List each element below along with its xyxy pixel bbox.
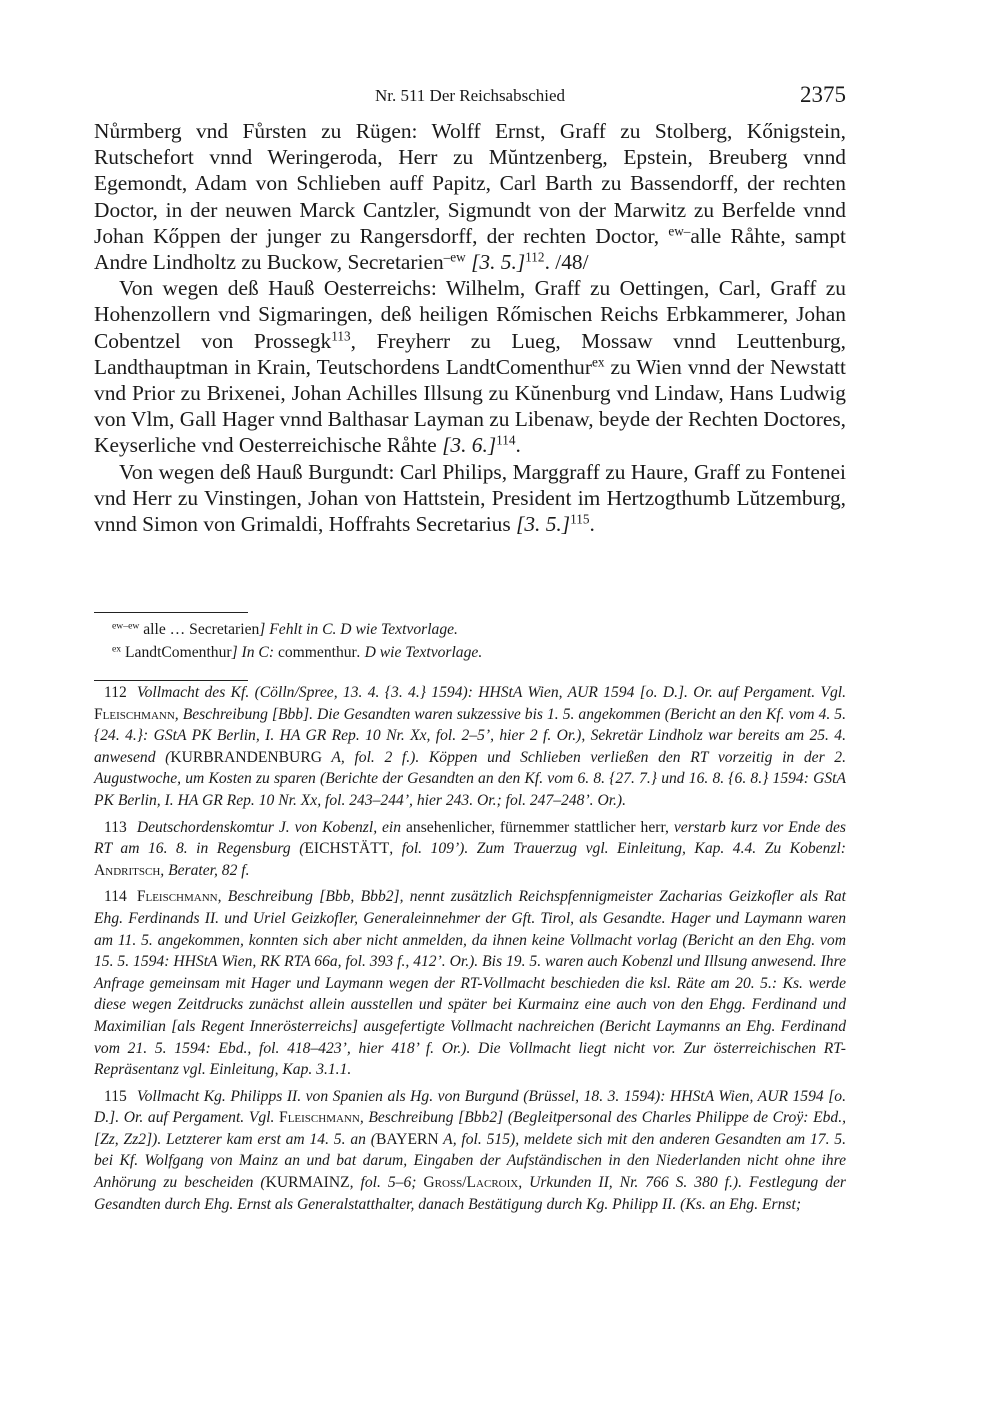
footnote-ref-112[interactable]: 112	[525, 249, 545, 265]
footnote-112	[94, 682, 846, 812]
footnote-ref-114[interactable]: 114	[496, 433, 516, 449]
apparatus-mark: –ew	[443, 249, 466, 265]
source-siglum: BAYERN	[375, 1130, 439, 1148]
paragraph-brandenburg	[94, 118, 846, 275]
footnote-text: , Beschreibung [Bbb, Bbb2], nennt zusätzlich Reichspfennigmeister Zacharias Geizkofler als Rat Ehg. Ferdinands II. und Uriel Geizkofler, Generaleinnehmer der Gft. Tirol, als Gesandte. Hager und Laymann waren am 11. 5. angekommen, konnten sich aber nicht anmelden, da ihnen keine Vollmacht vorlag (Bericht an den Ehg. vom 15. 5. 1594: HHStA Wien, RK RTA 66a, fol. 393 f., 412’. Or.). Bis 19. 5. waren auch Kobenzl und Illsung anwesend. Ihre Anfrage gemeinsam mit Hager und Laymann wegen der RT-Vollmacht beschieden die ksl. Räte am 20. 5.: Ks. werde diese wegen Zeitdrucks zunächst allein ausstellen und später bei Kurmainz eine auch von den Ehgg. Ferdinand und Maximilian [als Regent Innerösterreichs] ausgefertigte Vollmacht nachreichen (Bericht Laymanns an Ehg. Ferdinand vom 21. 5. 1594: Ebd., fol. 418–423’, hier 418’ f. Or.). Die Vollmacht liegt nicht vor. Zur österreichischen RT-Repräsentanz vgl. Einleitung, Kap. 3.1.1.	[94, 888, 846, 1079]
footnote-text: Vollmacht des Kf. (Cölln/Spree, 13. 4. {3. 4.} 1594): HHStA Wien, AUR 1594 [o. D.]. Or. auf Pergament. Vgl.	[136, 684, 846, 701]
paragraph-text: Nůrmberg vnd Fůrsten zu Rügen: Wolff Ernst, Graff zu Stolberg, Kőnigstein, Rutschefort vnnd Weringeroda, Herr zu Mŭntzenberg, Epstein, Breuberg vnnd Egemondt, Adam von Schlieben auff Papitz, Carl Barth zu Bassendorff, der rechten Doctor, in der neuwen Marck Cantzler, Sigmundt von der Marwitz zu Berfelde vnnd Johan Kőppen der junger zu Rangersdorff, der rechten Doctor,	[94, 119, 846, 248]
apparatus-lemma: LandtComenthur	[125, 644, 232, 661]
apparatus-note: ] Fehlt in C. D wie Textvorlage.	[259, 621, 458, 638]
main-text	[94, 118, 846, 537]
apparatus-mark: ew–	[668, 223, 691, 239]
footnote-divider	[94, 680, 248, 681]
paragraph-text: .	[589, 512, 595, 537]
apparatus-mark: ex	[592, 354, 605, 370]
footnote-text: , fol. 109’). Zum Trauerzug vgl. Einleitung, Kap. 4.4. Zu Kobenzl:	[389, 840, 846, 858]
reference: [3. 6.]	[442, 433, 497, 458]
footnote-text: verstarb kurz vor Ende des RT am 16. 8. in Regensburg (	[94, 818, 847, 858]
page-header	[94, 82, 846, 112]
author-name: Fleischmann	[94, 705, 175, 723]
footnote-text: , Berater, 82 f.	[160, 861, 250, 879]
paragraph-oesterreich	[94, 275, 846, 458]
apparatus-mark: ew–ew	[112, 620, 140, 632]
apparatus-lemma: alle … Secretarien	[143, 621, 260, 638]
footnote-115	[94, 1086, 846, 1216]
paragraph-text: alle Råhte, sampt Andre Lindholtz zu Buckow, Secretarien	[94, 223, 846, 275]
page-number: 2375	[800, 82, 846, 107]
footnote-text: Deutschordenskomtur J. von Kobenzl, ein	[136, 818, 406, 836]
footnote-text: , Beschreibung [Bbb]. Die Gesandten waren sukzessive bis 1. 5. angekommen (Bericht an den Kf. vom 4. 5. {24. 4.}: GStA PK Berlin, I. HA GR Rep. 10 Nr. Xx, fol. 2–5’, hier 2 f. Or.), Sekretär Lindholz war bereits am 25. 4. anwesend (	[94, 705, 846, 766]
footnote-number: 115	[104, 1087, 127, 1105]
source-siglum: EICHSTÄTT	[304, 840, 390, 858]
footnote-number: 112	[104, 684, 127, 701]
paragraph-text: , Freyherr zu Lueg, Mossaw vnnd Leuttenburg, Landthauptman in Krain, Teutschordens LandtComenthur	[94, 328, 846, 379]
author-name: Gross/Lacroix	[423, 1174, 519, 1192]
apparatus-divider	[94, 612, 248, 613]
apparatus-entry-ew	[112, 618, 846, 641]
footnote-ref-113[interactable]: 113	[331, 328, 351, 344]
quoted-source-text: ansehenlicher, fürnemmer stattlicher herr,	[406, 818, 669, 836]
apparatus-entry-ex	[112, 641, 846, 664]
footnote-114	[94, 886, 846, 1080]
source-siglum: KURMAINZ	[265, 1174, 350, 1192]
source-siglum: KURBRANDENBURG	[170, 748, 322, 766]
paragraph-text: zu Wien vnnd der Newstatt vnd Prior zu Brixenei, Johan Achilles Illsung zu Kŭnenburg vnd Lindaw, Hans Ludwig von Vlm, Gall Hager vnnd Balthasar Layman zu Libenaw, beyde der Rechten Doctores, Keyserliche vnd Oesterreichische Råhte	[94, 354, 846, 458]
paragraph-text: Von wegen deß Hauß Burgundt: Carl Philips, Marggraff zu Haure, Graff zu Fontenei vnd Herr zu Vinstingen, Johan von Hattstein, President im Hertzogthumb Lŭtzemburg, vnnd Simon von Grimaldi, Hoffrahts Secretarius	[94, 459, 846, 537]
footnote-text: A, fol. 2 f.). Köppen und Schlieben verließen den RT vorzeitig in der 2. Augustwoche, um Kosten zu sparen (Berichte der Gesandten an den Kf. vom 6. 8. {27. 7.} und 16. 8. {6. 8.} 1594: GStA PK Berlin, I. HA GR Rep. 10 Nr. Xx, fol. 243–244’, hier 243. Or.; fol. 247–248’. Or.).	[94, 748, 846, 809]
footnote-text: , Urkunden II, Nr. 766 S. 380 f.). Festlegung der Gesandten durch Ehg. Ernst als Generalstatthalter, danach Bestätigung durch Kg. Philipp II. (Ks. an Ehg. Ernst;	[94, 1174, 846, 1213]
paragraph-text: .	[515, 433, 521, 458]
footnote-ref-115[interactable]: 115	[570, 511, 590, 527]
author-name: Fleischmann	[279, 1109, 360, 1127]
running-title: Nr. 511 Der Reichsabschied	[374, 86, 566, 105]
footnote-number: 114	[104, 888, 127, 906]
footnote-text: Vollmacht Kg. Philipps II. von Spanien als Hg. von Burgund (Brüssel, 18. 3. 1594): HHStA Wien, AUR 1594 [o. D.]. Or. auf Pergament. Vgl.	[94, 1087, 846, 1127]
footnote-number: 113	[104, 818, 127, 836]
apparatus-note: ] In C:	[231, 644, 278, 661]
paragraph-burgundt	[94, 459, 846, 538]
apparatus-note: . D wie Textvorlage.	[356, 644, 483, 661]
footnote-text: A, fol. 515), meldete sich mit den anderen Gesandten am 17. 5. bei Kf. Wolfgang von Mainz an und bat darum, Eingaben der Aufständischen in den Niederlanden nicht ohne ihre Anhörung zu bescheiden (	[94, 1130, 846, 1192]
reference: [3. 5.]	[516, 512, 571, 537]
footnote-113	[94, 817, 846, 882]
footnote-text: , Beschreibung [Bbb2] (Begleitpersonal des Charles Philippe de Croÿ: Ebd., [Zz, Zz2]). Letzterer kam erst am 14. 5. an (	[94, 1109, 846, 1148]
author-name: Fleischmann	[136, 888, 218, 906]
author-name: Andritsch	[94, 861, 161, 879]
footnotes	[94, 682, 846, 1220]
paragraph-text: . /48/	[544, 250, 589, 275]
apparatus-mark: ex	[112, 643, 122, 655]
critical-apparatus	[112, 618, 846, 664]
reference: [3. 5.]	[465, 250, 526, 275]
apparatus-reading: commenthur	[277, 644, 357, 661]
footnote-text: , fol. 5–6;	[349, 1174, 424, 1192]
paragraph-text: Von wegen deß Hauß Oesterreichs: Wilhelm, Graff zu Oettingen, Carl, Graff zu Hohenzollern vnd Sigmaringen, deß heiligen Rőmischen Reichs Erbkammerer, Johan Cobentzel von Prossegk	[94, 276, 846, 353]
